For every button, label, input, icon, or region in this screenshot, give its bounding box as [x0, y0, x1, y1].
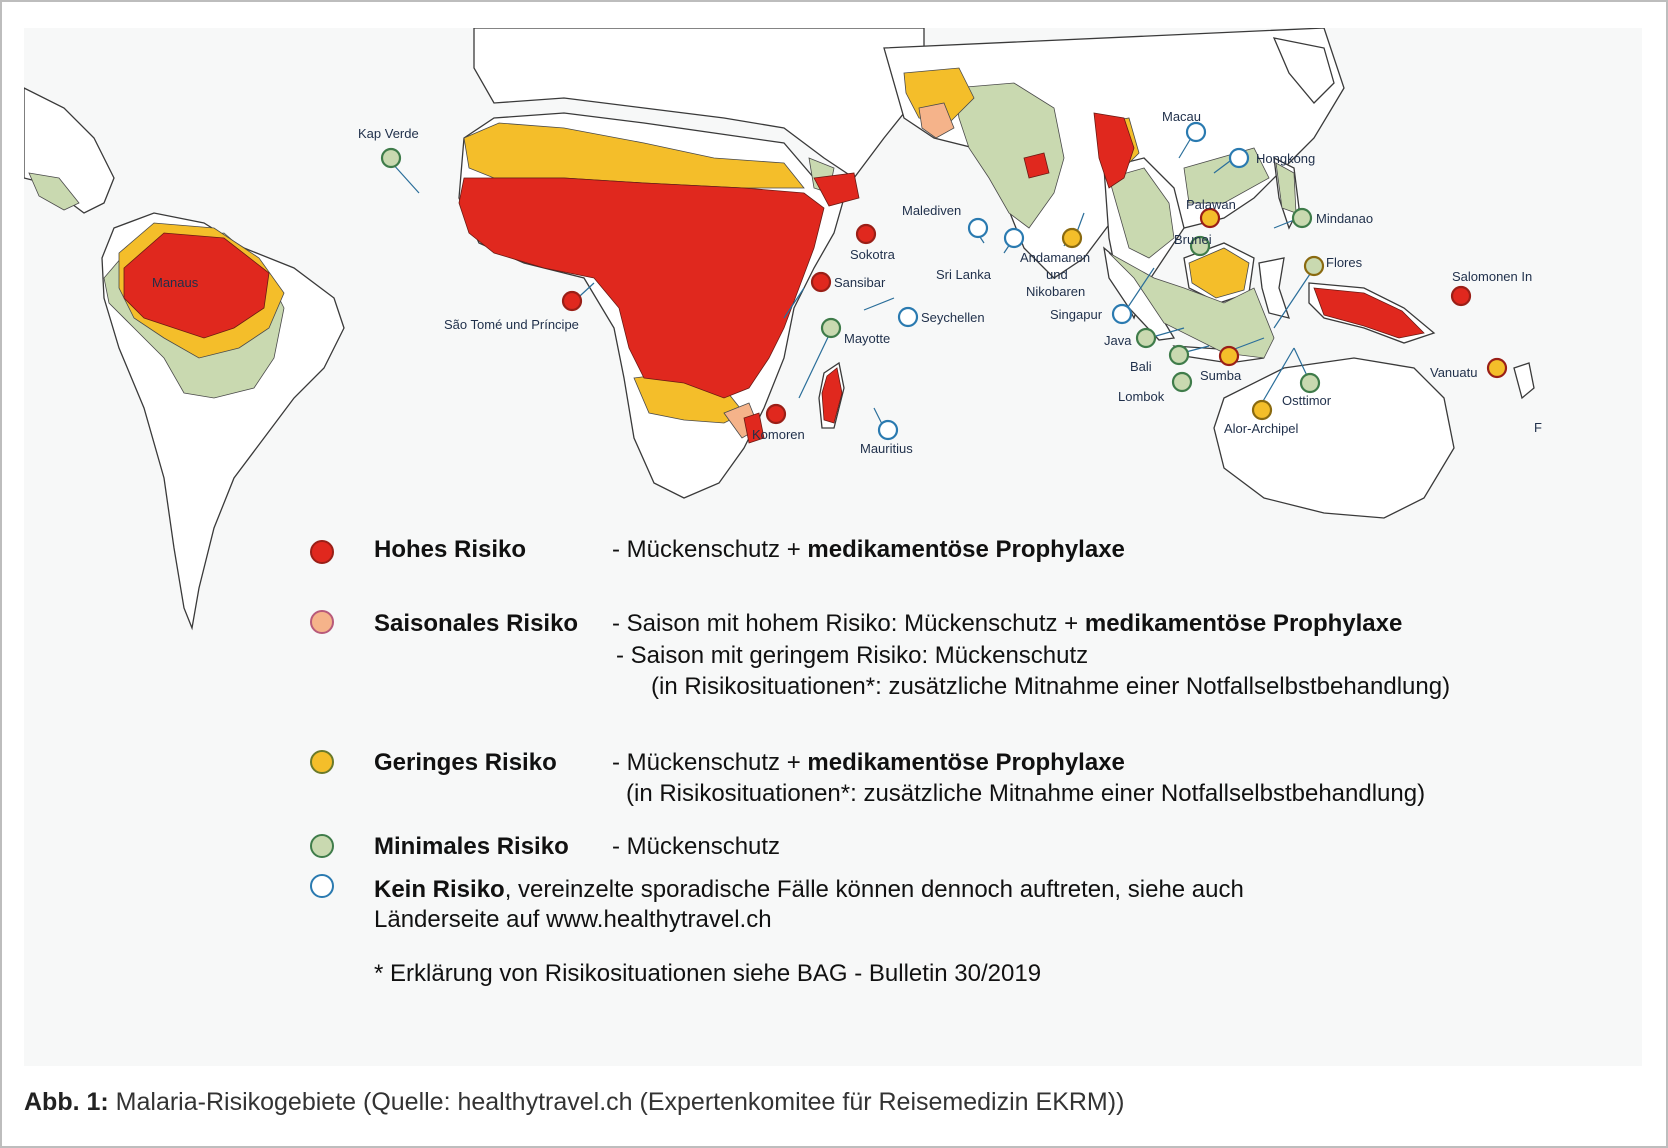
legend-text-none-rest: , vereinzelte sporadische Fälle können dennoch auftreten, siehe auch — [504, 876, 1244, 903]
label-mayotte: Mayotte — [844, 331, 891, 346]
marker-lombok — [1173, 373, 1191, 391]
legend-text-low-1-bold: medikamentöse Prophylaxe — [807, 749, 1125, 776]
label-lombok: Lombok — [1118, 389, 1165, 404]
label-macau: Macau — [1162, 109, 1202, 124]
marker-sao-tome — [563, 292, 581, 310]
legend-dot-seasonal — [310, 610, 334, 634]
legend-text-none-1 — [374, 876, 1244, 904]
marker-sansibar — [812, 273, 830, 291]
marker-vanuatu — [1488, 359, 1506, 377]
legend-dot-low — [310, 750, 334, 774]
legend-text-low-2: (in Risikosituationen*: zusätzliche Mitnahme einer Notfallselbstbehandlung) — [626, 780, 1426, 807]
legend-footnote: * Erklärung von Risikosituationen siehe BAG - Bulletin 30/2019 — [374, 960, 1042, 987]
marker-sokotra — [857, 225, 875, 243]
label-seychellen: Seychellen — [921, 310, 985, 325]
high-zone-india-spot — [1024, 153, 1049, 178]
label-vanuatu: Vanuatu — [1430, 365, 1478, 380]
legend-title-high: Hohes Risiko — [374, 536, 527, 563]
marker-bali — [1170, 346, 1188, 364]
marker-sumba — [1220, 347, 1238, 365]
marker-mauritius — [879, 421, 897, 439]
label-mindanao: Mindanao — [1316, 211, 1374, 226]
label-bali: Bali — [1130, 359, 1152, 374]
marker-kap-verde — [382, 149, 400, 167]
label-sri-lanka: Sri Lanka — [936, 267, 991, 282]
label-java: Java — [1104, 333, 1132, 348]
caption-label: Abb. 1: — [24, 1088, 109, 1116]
label-sao-tome: São Tomé und Príncipe — [444, 317, 579, 332]
label-fiji-fragment: F — [1534, 420, 1542, 435]
label-komoren: Komoren — [752, 427, 805, 442]
marker-mayotte — [822, 319, 840, 337]
label-flores: Flores — [1326, 255, 1363, 270]
legend-text-seasonal-1-prefix: - Saison mit hohem Risiko: Mückenschutz + — [612, 610, 1085, 637]
legend-title-low: Geringes Risiko — [374, 749, 557, 776]
marker-java — [1137, 329, 1155, 347]
label-salomonen: Salomonen In — [1452, 269, 1533, 284]
legend-text-seasonal-1 — [612, 610, 1402, 638]
legend-title-minimal: Minimales Risiko — [374, 833, 569, 860]
label-andamanen-1: Andamanen — [1020, 250, 1091, 265]
marker-salomonen — [1452, 287, 1470, 305]
label-palawan: Palawan — [1186, 197, 1236, 212]
legend-text-high — [612, 536, 1125, 564]
legend-text-high-bold: medikamentöse Prophylaxe — [807, 536, 1125, 563]
legend-text-seasonal-1-bold: medikamentöse Prophylaxe — [1084, 610, 1403, 637]
legend-title-seasonal: Saisonales Risiko — [374, 610, 579, 637]
legend-text-low-1 — [612, 749, 1125, 777]
marker-macau — [1187, 123, 1205, 141]
label-andamanen-3: Nikobaren — [1026, 284, 1086, 299]
marker-andamanen — [1063, 229, 1081, 247]
legend-dot-none — [310, 874, 334, 898]
legend-text-low-1-prefix: - Mückenschutz + — [612, 749, 808, 776]
label-mauritius: Mauritius — [860, 441, 913, 456]
label-hongkong: Hongkong — [1256, 151, 1316, 166]
label-osttimor: Osttimor — [1282, 393, 1332, 408]
label-kap-verde: Kap Verde — [358, 126, 419, 141]
label-sumba: Sumba — [1200, 368, 1242, 383]
legend-text-high-prefix: - Mückenschutz + — [612, 536, 808, 563]
legend-title-none: Kein Risiko — [374, 876, 505, 903]
marker-malediven — [969, 219, 987, 237]
marker-sri-lanka — [1005, 229, 1023, 247]
marker-alor — [1253, 401, 1271, 419]
marker-singapur — [1113, 305, 1131, 323]
marker-osttimor — [1301, 374, 1319, 392]
label-sansibar: Sansibar — [834, 275, 886, 290]
legend-dot-minimal — [310, 834, 334, 858]
legend-text-seasonal-3: (in Risikosituationen*: zusätzliche Mitnahme einer Notfallselbstbehandlung) — [651, 673, 1451, 700]
marker-seychellen — [899, 308, 917, 326]
label-alor: Alor-Archipel — [1224, 421, 1299, 436]
legend-dot-high — [310, 540, 334, 564]
sulawesi-land — [1259, 258, 1289, 318]
marker-mindanao — [1293, 209, 1311, 227]
marker-komoren — [767, 405, 785, 423]
figure-caption — [24, 1088, 1124, 1117]
label-sokotra: Sokotra — [850, 247, 895, 262]
label-manaus: Manaus — [152, 275, 199, 290]
map-panel — [24, 28, 1642, 1066]
marker-hongkong — [1230, 149, 1248, 167]
caption-text: Malaria-Risikogebiete (Quelle: healthytravel.ch (Expertenkomitee für Reisemedizin EKRM)) — [108, 1088, 1125, 1116]
pacific-islands-land — [1514, 363, 1534, 398]
legend-text-seasonal-2: - Saison mit geringem Risiko: Mückenschutz — [616, 642, 1089, 669]
label-malediven: Malediven — [902, 203, 962, 218]
marker-flores — [1305, 257, 1323, 275]
legend-text-none-2: Länderseite auf www.healthytravel.ch — [374, 906, 772, 933]
label-brunei: Brunei — [1174, 232, 1212, 247]
label-singapur: Singapur — [1050, 307, 1103, 322]
australia-land — [1214, 358, 1454, 518]
legend-text-minimal: - Mückenschutz — [612, 833, 781, 860]
label-andamanen-2: und — [1046, 267, 1068, 282]
